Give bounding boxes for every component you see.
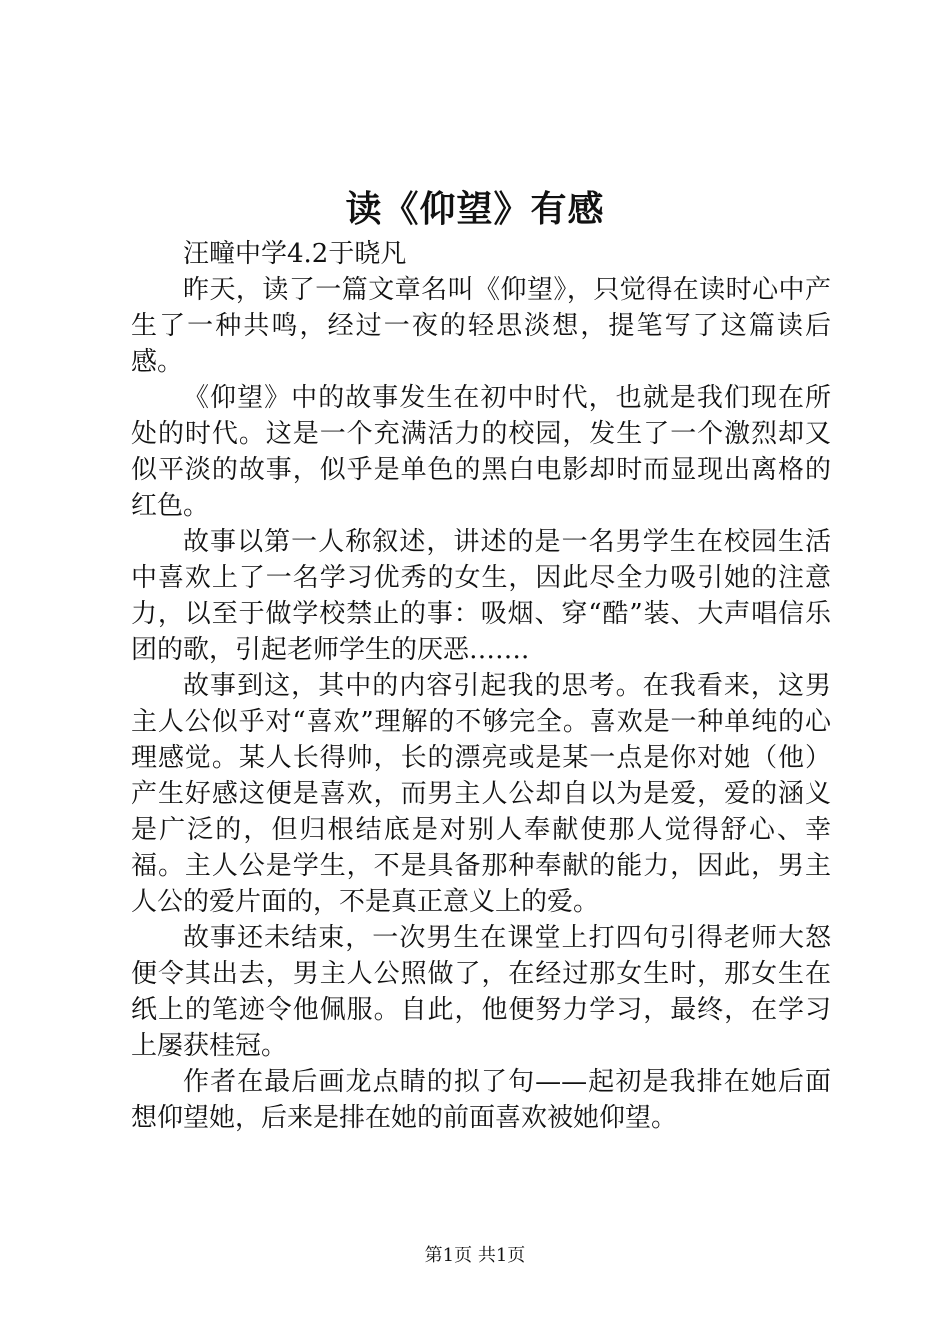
author-line: 汪疃中学4.2于晓凡: [183, 239, 407, 269]
paragraph: 故事到这，其中的内容引起我的思考。在我看来，这男主人公似乎对“喜欢”理解的不够完全。喜欢是一种单纯的心理感觉。某人长得帅，长的漂亮或是某一点是你对她（他）产生好感这便是喜欢，而男主人公却自以为是爱，爱的涵义是广泛的，但归根结底是对别人奉献使那人觉得舒心、幸福。主人公是学生，不是具备那种奉献的能力，因此，男主人公的爱片面的，不是真正意义上的爱。: [131, 671, 831, 917]
paragraph: 作者在最后画龙点睛的拟了句——起初是我排在她后面想仰望她，后来是排在她的前面喜欢被她仰望。: [131, 1067, 831, 1133]
paragraph: 《仰望》中的故事发生在初中时代，也就是我们现在所处的时代。这是一个充满活力的校园，发生了一个激烈却又似平淡的故事，似乎是单色的黑白电影却时而显现出离格的红色。: [131, 383, 831, 521]
paragraph: 故事以第一人称叙述，讲述的是一名男学生在校园生活中喜欢上了一名学习优秀的女生，因此尽全力吸引她的注意力，以至于做学校禁止的事：吸烟、穿“酷”装、大声唱信乐团的歌，引起老师学生的厌恶…….: [131, 527, 831, 665]
document-body: [131, 236, 831, 1136]
paragraph: 故事还未结束，一次男生在课堂上打四句引得老师大怒便令其出去，男主人公照做了，在经过那女生时，那女生在纸上的笔迹令他佩服。自此，他便努力学习，最终，在学习上屡获桂冠。: [131, 923, 831, 1061]
page-footer: 第1页 共1页: [424, 1245, 526, 1266]
document-title: 读《仰望》有感: [345, 188, 605, 230]
paragraph: 昨天，读了一篇文章名叫《仰望》，只觉得在读时心中产生了一种共鸣，经过一夜的轻思淡想，提笔写了这篇读后感。: [131, 275, 831, 377]
